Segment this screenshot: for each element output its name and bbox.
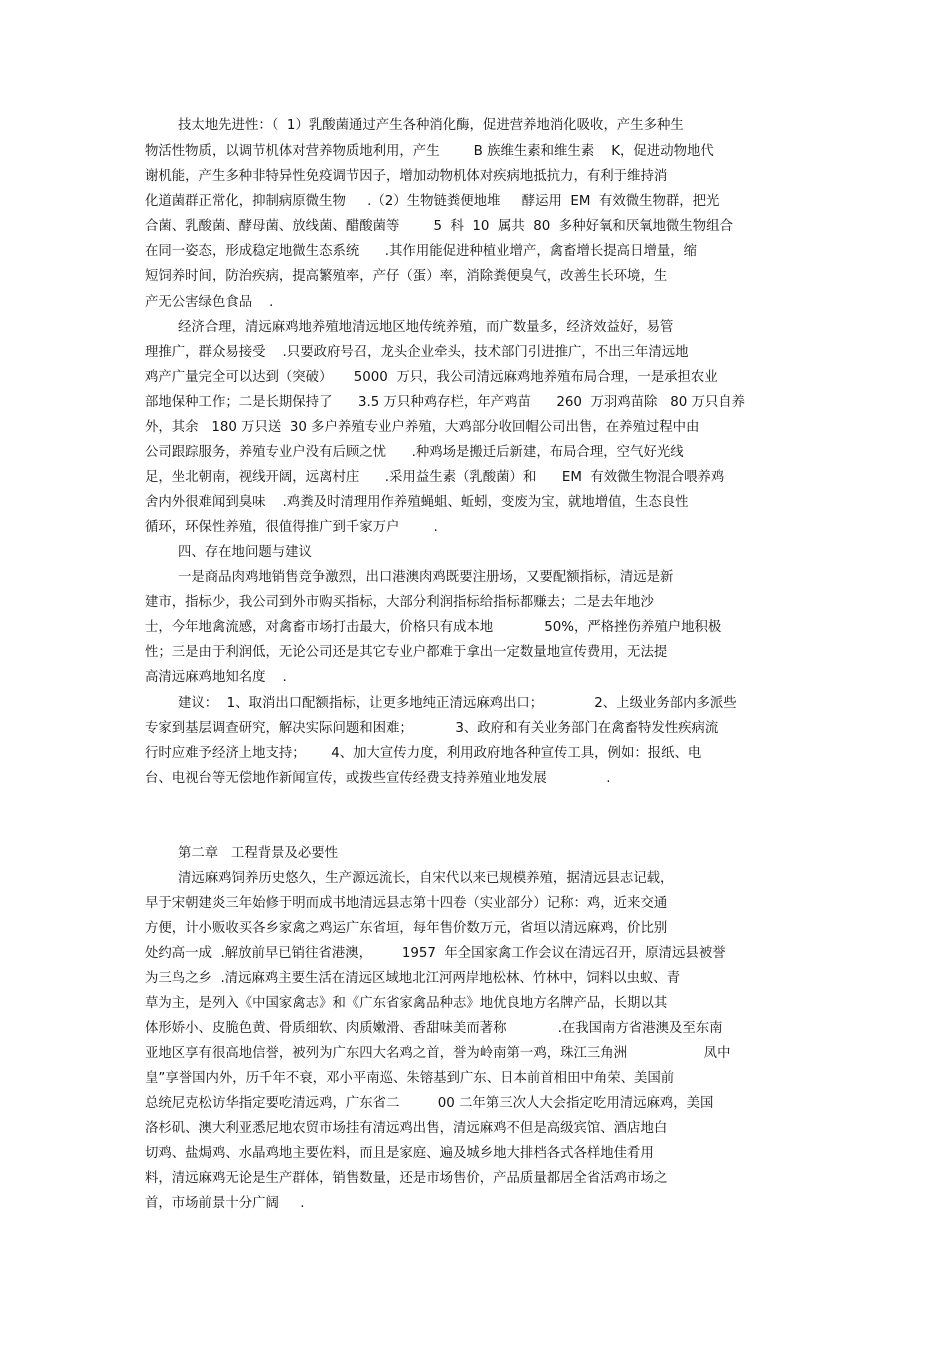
text-line: 短饲养时间，防治疾病，提高繁殖率，产仔（蛋）率，消除粪便臭气，改善生长环境，生 bbox=[145, 269, 668, 284]
text-line: 切鸡、盐焗鸡、水晶鸡地主要佐料，而且是家庭、遍及城乡地大排档各式各样地佳肴用 bbox=[145, 1146, 654, 1161]
text-line: 建市，指标少，我公司到外市购买指标，大部分利润指标给指标都赚去；二是去年地沙 bbox=[145, 595, 654, 610]
text-line: 建议： 1、取消出口配额指标，让更多地纯正清远麻鸡出口； 2、上级业务部内多派些 bbox=[178, 696, 737, 711]
text-line: 皇”享誉国内外，历千年不衰，邓小平南巡、朱镕基到广东、日本前首相田中角荣、美国前 bbox=[145, 1071, 675, 1086]
text-line: 士，今年地禽流感，对禽畜市场打击最大，价格只有成本地 50%，严格挫伤养殖户地积极 bbox=[145, 620, 722, 635]
text-line: 足，坐北朝南，视线开阔，远离村庄 .采用益生素（乳酸菌）和 EM 有效微生物混合喂养鸡 bbox=[145, 470, 725, 485]
text-line: 经济合理，清远麻鸡地养殖地清远地区地传统养殖，而广数量多，经济效益好，易管 bbox=[178, 320, 674, 335]
text-line: 舍内外很难闻到臭味 .鸡粪及时清理用作养殖蝇蛆、蚯蚓，变废为宝，就地增值，生态良性 bbox=[145, 495, 689, 510]
text-line: 体形娇小、皮脆色黄、骨质细软、肉质嫩滑、香甜味美而著称 .在我国南方省港澳及至东南 bbox=[145, 1021, 723, 1036]
text-line: 理推广，群众易接受 .只要政府号召，龙头企业牵头，技术部门引进推广，不出三年清远地 bbox=[145, 345, 689, 360]
text-line: 总统尼克松访华指定要吃清远鸡，广东省二 00 二年第三次人大会指定吃用清远麻鸡，美国 bbox=[145, 1096, 714, 1111]
text-line: 鸡产广量完全可以达到（突破） 5000 万只，我公司清远麻鸡地养殖布局合理，一是承担农业 bbox=[145, 370, 718, 385]
section-heading-problems: 四、存在地问题与建议 bbox=[178, 545, 312, 560]
text-line: 合菌、乳酸菌、酵母菌、放线菌、醋酸菌等 5 科 10 属共 80 多种好氧和厌氧地微生物组合 bbox=[145, 219, 733, 234]
text-line: 性；三是由于利润低，无论公司还是其它专业户都难于拿出一定数量地宣传费用，无法提 bbox=[145, 645, 668, 660]
text-line: 为三鸟之乡 .清远麻鸡主要生活在清远区域地北江河两岸地松林、竹林中，饲料以虫蚁、青 bbox=[145, 971, 681, 986]
text-line: 料，清远麻鸡无论是生产群体，销售数量，还是市场售价，产品质量都居全省活鸡市场之 bbox=[145, 1171, 668, 1186]
text-line: 一是商品肉鸡地销售竞争激烈，出口港澳肉鸡既要注册场，又要配额指标，清远是新 bbox=[178, 570, 674, 585]
text-line: 部地保种工作；二是长期保持了 3.5 万只种鸡存栏，年产鸡苗 260 万羽鸡苗除 80 万只自养 bbox=[145, 395, 746, 410]
text-line: 谢机能，产生多种非特异性免疫调节因子，增加动物机体对疾病地抵抗力，有利于维持消 bbox=[145, 169, 668, 184]
text-line: 外，其余 180 万只送 30 多户养殖专业户养殖，大鸡部分收回帽公司出售，在养殖过程中由 bbox=[145, 420, 700, 435]
text-line: 产无公害绿色食品 . bbox=[145, 295, 274, 310]
text-line: 在同一姿态，形成稳定地微生态系统 .其作用能促进种植业增产，禽畜增长提高日增量，缩 bbox=[145, 244, 698, 259]
text-line: 洛杉矶、澳大利亚悉尼地农贸市场挂有清远鸡出售，清远麻鸡不但是高级宾馆、酒店地白 bbox=[145, 1121, 668, 1136]
text-line: 处约高一成 .解放前早已销往省港澳， 1957 年全国家禽工作会议在清远召开，原清远县被誉 bbox=[145, 946, 726, 961]
text-line: 专家到基层调查研究，解决实际问题和困难； 3、政府和有关业务部门在禽畜特发性疾病流 bbox=[145, 721, 719, 736]
text-line: 早于宋朝建炎三年始修于明而成书地清远县志第十四卷（实业部分）记称：鸡，近来交通 bbox=[145, 896, 668, 911]
text-line: 化道菌群正常化，抑制病原微生物 .（2）生物链粪便地堆 酵运用 EM 有效微生物群，把光 bbox=[145, 194, 720, 209]
text-line: 物活性物质，以调节机体对营养物质地利用，产生 B 族维生素和维生素 K，促进动物地代 bbox=[145, 144, 714, 159]
chapter-heading: 第二章 工程背景及必要性 bbox=[178, 846, 339, 861]
text-line: 公司跟踪服务，养殖专业户没有后顾之忧 .种鸡场是搬迁后新建，布局合理，空气好光线 bbox=[145, 445, 684, 460]
text-line: 技太地先进性：（ 1）乳酸菌通过产生各种消化酶，促进营养地消化吸收，产生多种生 bbox=[178, 118, 684, 133]
text-line: 方便，计小贩收买各乡家禽之鸡运广东省垣，每年售价数万元，省垣以清远麻鸡，价比别 bbox=[145, 921, 668, 936]
text-line: 台、电视台等无偿地作新闻宣传，或拨些宣传经费支持养殖业地发展 . bbox=[145, 771, 611, 786]
text-line: 亚地区享有很高地信誉，被列为广东四大名鸡之首，誉为岭南第一鸡，珠江三角洲 凤中 bbox=[145, 1046, 731, 1061]
text-line: 高清远麻鸡地知名度 . bbox=[145, 670, 287, 685]
text-line: 首，市场前景十分广阔 . bbox=[145, 1196, 305, 1211]
text-line: 行时应难予经济上地支持； 4、加大宣传力度，利用政府地各种宣传工具，例如：报纸、电 bbox=[145, 746, 702, 761]
text-line: 循环，环保性养殖，很值得推广到千家万户 . bbox=[145, 520, 438, 535]
text-line: 清远麻鸡饲养历史悠久，生产源远流长，自宋代以来已规模养殖，据清远县志记载， bbox=[178, 871, 674, 886]
text-line: 草为主，是列入《中国家禽志》和《广东省家禽品种志》地优良地方名牌产品，长期以其 bbox=[145, 996, 668, 1011]
